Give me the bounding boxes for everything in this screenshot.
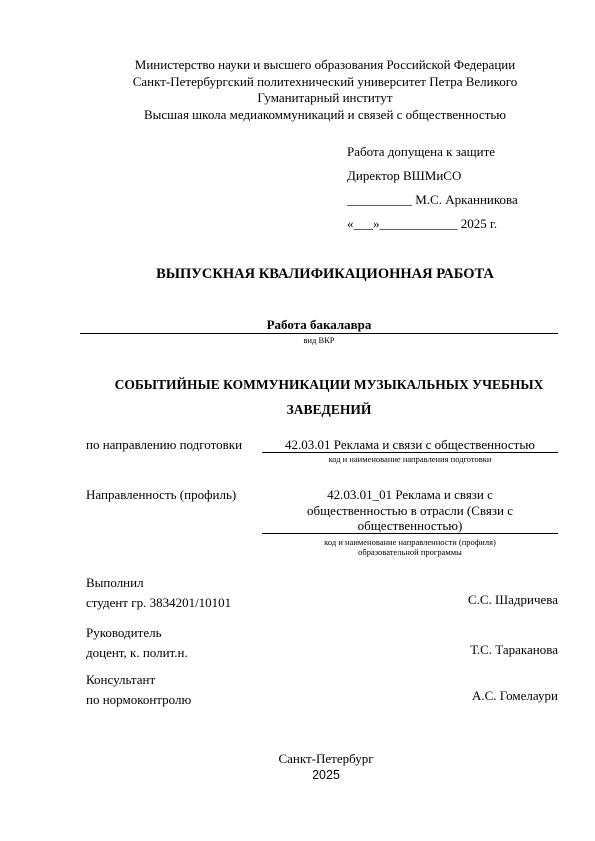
work-type-caption: вид ВКР [303, 335, 335, 345]
header-line-ministry: Министерство науки и высшего образования Российской Федерации [134, 57, 516, 72]
signer-student [86, 573, 231, 613]
direction-label: по направлению подготовки [86, 437, 243, 452]
header-line-university: Санкт-Петербургский политехнический университет Петра Великого [132, 73, 518, 89]
signer-supervisor [86, 623, 188, 663]
profile-value [262, 487, 558, 534]
approval-line-date: «___»____________ 2025 г. [347, 216, 498, 231]
profile-label: Направленность (профиль) [86, 487, 237, 502]
signer-student-name: С.С. Шадричева [467, 592, 558, 607]
profile-value-line-2: общественностью в отрасли (Связи с [307, 502, 513, 518]
profile-caption-line-1: код и наименование направленности (профиля) [324, 537, 496, 547]
signer-student-role: Выполнил [86, 575, 144, 590]
direction-value: 42.03.01 Реклама и связи с общественностью [262, 437, 558, 453]
approval-line-director: Директор ВШМиСО [347, 168, 462, 183]
thesis-topic [80, 372, 578, 422]
signer-supervisor-title: доцент, к. полит.н. [86, 645, 188, 660]
signer-consultant-name: А.С. Гомелаури [472, 688, 558, 703]
profile-value-line-1: 42.03.01_01 Реклама и связи с [327, 487, 493, 502]
profile-caption [262, 537, 558, 557]
ministry-header [60, 57, 590, 123]
signer-consultant [86, 670, 191, 710]
signer-supervisor-name: Т.С. Тараканова [470, 642, 558, 657]
footer-city: Санкт-Петербург [278, 751, 374, 766]
signer-supervisor-role: Руководитель [86, 625, 162, 640]
approval-line-signature: __________ М.С. Арканникова [347, 192, 518, 207]
profile-value-line-3: общественностью) [262, 518, 558, 534]
approval-line-admitted: Работа допущена к защите [347, 144, 496, 159]
signer-consultant-area: по нормоконтролю [86, 692, 192, 707]
document-title: ВЫПУСКНАЯ КВАЛИФИКАЦИОННАЯ РАБОТА [156, 266, 494, 282]
work-type-value: Работа бакалавра [80, 317, 558, 334]
header-line-school: Высшая школа медиакоммуникаций и связей с общественностью [143, 106, 507, 122]
footer-place-date [226, 751, 426, 783]
profile-caption-line-2: образовательной программы [358, 547, 462, 557]
signer-student-group: студент гр. 3834201/10101 [86, 595, 232, 610]
signer-consultant-role: Консультант [86, 672, 156, 687]
header-line-institute: Гуманитарный институт [257, 90, 393, 105]
footer-year: 2025 [312, 768, 340, 782]
thesis-topic-line-2: ЗАВЕДЕНИЙ [286, 402, 372, 417]
thesis-topic-line-1: СОБЫТИЙНЫЕ КОММУНИКАЦИИ МУЗЫКАЛЬНЫХ УЧЕБНЫХ [114, 377, 544, 392]
direction-caption: код и наименование направления подготовки [328, 454, 492, 464]
